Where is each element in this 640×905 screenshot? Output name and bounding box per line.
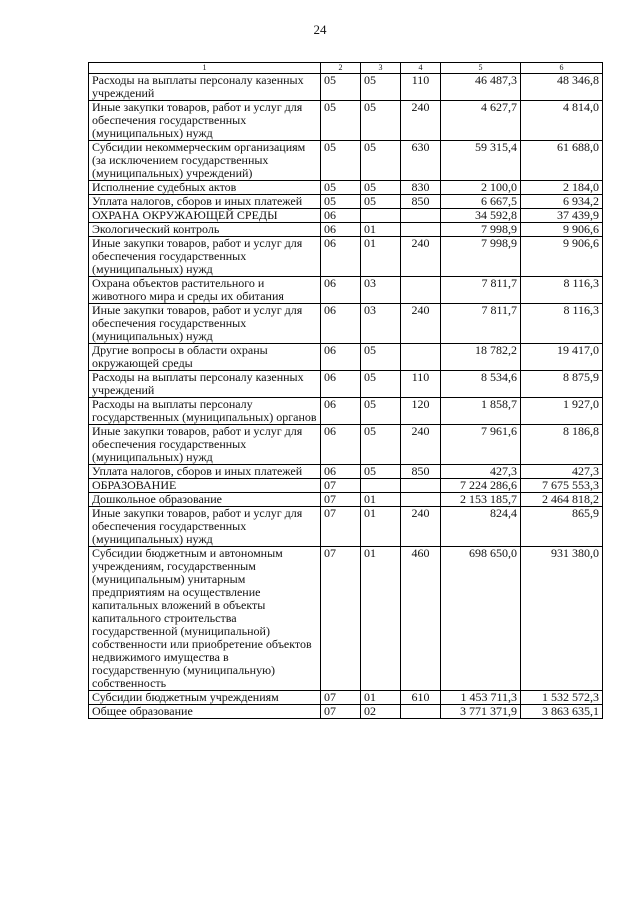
section-code: 05 (321, 181, 361, 195)
amount-year-2: 9 906,6 (521, 237, 603, 277)
row-name: Расходы на выплаты персоналу казенных учреждений (89, 74, 321, 101)
amount-year-1: 6 667,5 (441, 195, 521, 209)
amount-year-2: 9 906,6 (521, 223, 603, 237)
table-row (89, 344, 603, 371)
expense-type-code: 240 (401, 507, 441, 547)
subsection-code: 05 (361, 195, 401, 209)
amount-year-1: 4 627,7 (441, 101, 521, 141)
amount-year-1: 1 858,7 (441, 398, 521, 425)
amount-year-1: 7 811,7 (441, 304, 521, 344)
amount-year-2: 931 380,0 (521, 547, 603, 691)
table-row (89, 705, 603, 719)
subsection-code: 05 (361, 371, 401, 398)
subsection-code: 05 (361, 101, 401, 141)
amount-year-2: 8 875,9 (521, 371, 603, 398)
subsection-code: 05 (361, 181, 401, 195)
row-name: Экологический контроль (89, 223, 321, 237)
table-row (89, 304, 603, 344)
expense-type-code (401, 223, 441, 237)
subsection-code: 03 (361, 304, 401, 344)
row-name: Субсидии бюджетным и автономным учреждениям, государственным (муниципальным) унитарным предприятиям на осуществление капитальных вложений в объекты капитального строительства государственной (муниципальной) собственности или приобретение объектов недвижимого имущества в государственную (муниципальную) собственность (89, 547, 321, 691)
subsection-code: 03 (361, 277, 401, 304)
expense-type-code: 110 (401, 74, 441, 101)
expense-type-code: 240 (401, 425, 441, 465)
section-code: 06 (321, 304, 361, 344)
column-header-4: 4 (401, 63, 441, 74)
expense-type-code: 850 (401, 195, 441, 209)
table-body (89, 74, 603, 719)
amount-year-1: 7 224 286,6 (441, 479, 521, 493)
subsection-code: 01 (361, 493, 401, 507)
row-name: ОХРАНА ОКРУЖАЮЩЕЙ СРЕДЫ (89, 209, 321, 223)
section-code: 07 (321, 547, 361, 691)
row-name: Иные закупки товаров, работ и услуг для обеспечения государственных (муниципальных) нужд (89, 425, 321, 465)
amount-year-2: 48 346,8 (521, 74, 603, 101)
amount-year-1: 8 534,6 (441, 371, 521, 398)
expense-type-code (401, 479, 441, 493)
section-code: 07 (321, 691, 361, 705)
table-row (89, 493, 603, 507)
amount-year-1: 3 771 371,9 (441, 705, 521, 719)
expense-type-code: 830 (401, 181, 441, 195)
amount-year-2: 7 675 553,3 (521, 479, 603, 493)
amount-year-1: 59 315,4 (441, 141, 521, 181)
subsection-code: 05 (361, 398, 401, 425)
subsection-code: 05 (361, 344, 401, 371)
amount-year-1: 7 998,9 (441, 223, 521, 237)
amount-year-2: 37 439,9 (521, 209, 603, 223)
expense-type-code (401, 705, 441, 719)
amount-year-1: 18 782,2 (441, 344, 521, 371)
column-header-1: 1 (89, 63, 321, 74)
table-row (89, 277, 603, 304)
section-code: 06 (321, 398, 361, 425)
amount-year-2: 4 814,0 (521, 101, 603, 141)
expense-type-code (401, 344, 441, 371)
expense-type-code: 850 (401, 465, 441, 479)
table-row (89, 101, 603, 141)
amount-year-2: 3 863 635,1 (521, 705, 603, 719)
amount-year-2: 8 116,3 (521, 304, 603, 344)
column-header-6: 6 (521, 63, 603, 74)
expense-type-code: 240 (401, 304, 441, 344)
table-row (89, 479, 603, 493)
expense-type-code: 460 (401, 547, 441, 691)
page-number: 24 (313, 22, 327, 37)
row-name: Иные закупки товаров, работ и услуг для обеспечения государственных (муниципальных) нужд (89, 101, 321, 141)
amount-year-1: 2 100,0 (441, 181, 521, 195)
subsection-code (361, 209, 401, 223)
subsection-code: 01 (361, 507, 401, 547)
expense-type-code (401, 493, 441, 507)
expense-type-code (401, 277, 441, 304)
table-row (89, 691, 603, 705)
amount-year-2: 8 186,8 (521, 425, 603, 465)
expense-type-code: 240 (401, 101, 441, 141)
amount-year-1: 2 153 185,7 (441, 493, 521, 507)
amount-year-1: 698 650,0 (441, 547, 521, 691)
amount-year-2: 2 464 818,2 (521, 493, 603, 507)
subsection-code: 02 (361, 705, 401, 719)
section-code: 06 (321, 223, 361, 237)
row-name: Субсидии бюджетным учреждениям (89, 691, 321, 705)
table-row (89, 507, 603, 547)
section-code: 06 (321, 344, 361, 371)
amount-year-1: 34 592,8 (441, 209, 521, 223)
section-code: 05 (321, 195, 361, 209)
expense-type-code: 110 (401, 371, 441, 398)
amount-year-2: 2 184,0 (521, 181, 603, 195)
section-code: 06 (321, 465, 361, 479)
row-name: Расходы на выплаты персоналу государственных (муниципальных) органов (89, 398, 321, 425)
amount-year-2: 427,3 (521, 465, 603, 479)
expense-type-code: 630 (401, 141, 441, 181)
amount-year-2: 6 934,2 (521, 195, 603, 209)
section-code: 05 (321, 141, 361, 181)
subsection-code (361, 479, 401, 493)
amount-year-2: 1 927,0 (521, 398, 603, 425)
expense-type-code: 610 (401, 691, 441, 705)
amount-year-1: 7 961,6 (441, 425, 521, 465)
subsection-code: 05 (361, 74, 401, 101)
column-header-3: 3 (361, 63, 401, 74)
row-name: Иные закупки товаров, работ и услуг для обеспечения государственных (муниципальных) нужд (89, 304, 321, 344)
table-row (89, 195, 603, 209)
row-name: Уплата налогов, сборов и иных платежей (89, 465, 321, 479)
table-row (89, 371, 603, 398)
amount-year-1: 1 453 711,3 (441, 691, 521, 705)
row-name: Дошкольное образование (89, 493, 321, 507)
table-row (89, 181, 603, 195)
row-name: Расходы на выплаты персоналу казенных учреждений (89, 371, 321, 398)
table-row (89, 223, 603, 237)
amount-year-2: 61 688,0 (521, 141, 603, 181)
amount-year-2: 865,9 (521, 507, 603, 547)
subsection-code: 05 (361, 465, 401, 479)
section-code: 05 (321, 101, 361, 141)
header-row (89, 63, 603, 74)
section-code: 05 (321, 74, 361, 101)
table-row (89, 74, 603, 101)
section-code: 06 (321, 209, 361, 223)
row-name: Другие вопросы в области охраны окружающей среды (89, 344, 321, 371)
section-code: 06 (321, 425, 361, 465)
subsection-code: 05 (361, 141, 401, 181)
amount-year-2: 8 116,3 (521, 277, 603, 304)
row-name: ОБРАЗОВАНИЕ (89, 479, 321, 493)
row-name: Исполнение судебных актов (89, 181, 321, 195)
row-name: Охрана объектов растительного и животного мира и среды их обитания (89, 277, 321, 304)
row-name: Общее образование (89, 705, 321, 719)
section-code: 07 (321, 507, 361, 547)
subsection-code: 01 (361, 691, 401, 705)
amount-year-1: 46 487,3 (441, 74, 521, 101)
subsection-code: 01 (361, 237, 401, 277)
row-name: Иные закупки товаров, работ и услуг для обеспечения государственных (муниципальных) нужд (89, 237, 321, 277)
amount-year-1: 7 811,7 (441, 277, 521, 304)
table-row (89, 465, 603, 479)
table-row (89, 141, 603, 181)
amount-year-1: 824,4 (441, 507, 521, 547)
section-code: 07 (321, 479, 361, 493)
column-header-2: 2 (321, 63, 361, 74)
section-code: 07 (321, 705, 361, 719)
subsection-code: 01 (361, 547, 401, 691)
section-code: 06 (321, 237, 361, 277)
section-code: 06 (321, 277, 361, 304)
amount-year-1: 7 998,9 (441, 237, 521, 277)
expense-type-code: 120 (401, 398, 441, 425)
row-name: Уплата налогов, сборов и иных платежей (89, 195, 321, 209)
subsection-code: 05 (361, 425, 401, 465)
table-row (89, 425, 603, 465)
amount-year-1: 427,3 (441, 465, 521, 479)
amount-year-2: 1 532 572,3 (521, 691, 603, 705)
section-code: 07 (321, 493, 361, 507)
budget-table (88, 62, 603, 719)
amount-year-2: 19 417,0 (521, 344, 603, 371)
table-row (89, 398, 603, 425)
column-header-5: 5 (441, 63, 521, 74)
row-name: Иные закупки товаров, работ и услуг для обеспечения государственных (муниципальных) нужд (89, 507, 321, 547)
table-row (89, 547, 603, 691)
subsection-code: 01 (361, 223, 401, 237)
section-code: 06 (321, 371, 361, 398)
row-name: Субсидии некоммерческим организациям (за исключением государственных (муниципальных) учреждений) (89, 141, 321, 181)
expense-type-code (401, 209, 441, 223)
table-row (89, 209, 603, 223)
table-row (89, 237, 603, 277)
expense-type-code: 240 (401, 237, 441, 277)
